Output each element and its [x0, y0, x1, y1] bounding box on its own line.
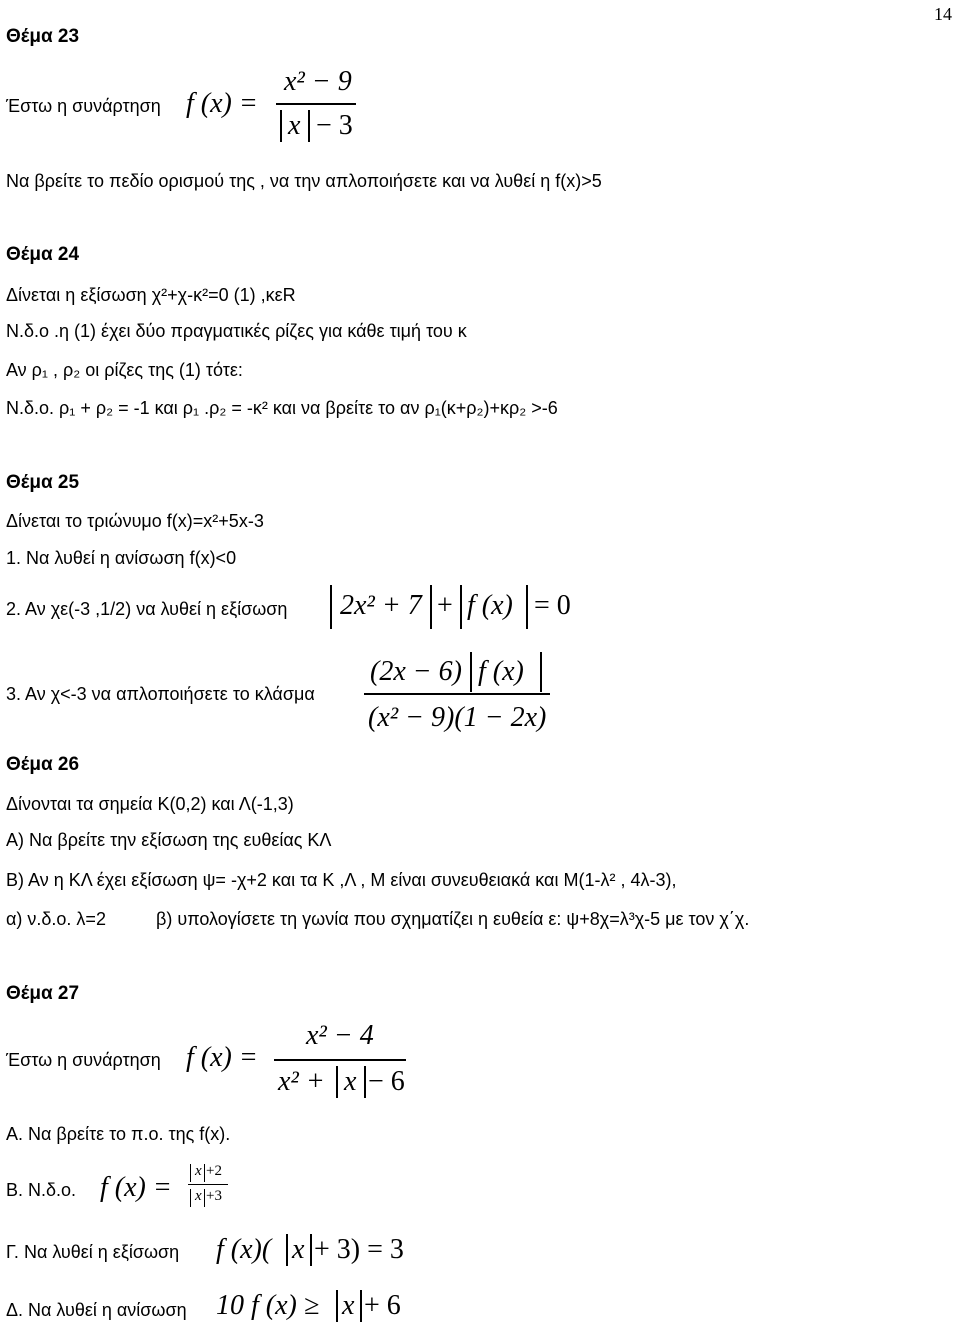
topic-27-d-abs-left: [336, 1290, 338, 1322]
topic-26-title: Θέμα 26: [6, 754, 80, 775]
topic-24-line-3: Αν ρ₁ , ρ₂ οι ρίζες της (1) τότε:: [6, 360, 243, 380]
topic-24-line-2: Ν.δ.ο .η (1) έχει δύο πραγματικές ρίζες για κάθε τιμή του κ: [6, 321, 467, 341]
topic-25-fraction-bar: [364, 693, 550, 695]
topic-26-line-1: Δίνονται τα σημεία Κ(0,2) και Λ(-1,3): [6, 794, 294, 814]
topic-23-title: Θέμα 23: [6, 26, 80, 47]
topic-25-line-2: 1. Να λυθεί η ανίσωση f(x)<0: [6, 548, 237, 568]
topic-23-den-x: x: [288, 110, 301, 141]
topic-27-d-eq-b: + 6: [364, 1290, 401, 1321]
topic-27-b-den-abs-left: [190, 1189, 191, 1207]
topic-25-line-3: 2. Αν χε(-3 ,1/2) να λυθεί η εξίσωση: [6, 599, 288, 619]
topic-27-den-x: x: [344, 1066, 357, 1097]
topic-26-line-3: Β) Αν η ΚΛ έχει εξίσωση ψ= -χ+2 και τα Κ ,Λ , Μ είναι συνευθειακά και Μ(1-λ² , 4λ-3),: [6, 870, 677, 890]
topic-25-eq-plus: +: [437, 590, 453, 621]
topic-23-intro: Έστω η συνάρτηση: [6, 96, 161, 116]
topic-27-intro: Έστω η συνάρτηση: [6, 1050, 161, 1070]
topic-26-line-4a: α) ν.δ.ο. λ=2: [6, 909, 106, 929]
topic-25-abs-1-right: [430, 585, 432, 629]
topic-27-line-d: Δ. Να λυθεί η ανίσωση: [6, 1300, 187, 1320]
topic-26-line-4b: β) υπολογίσετε τη γωνία που σχηματίζει η ευθεία ε: ψ+8χ=λ³χ-5 με τον χ΄χ.: [156, 909, 750, 929]
topic-27-title: Θέμα 27: [6, 983, 80, 1004]
topic-27-c-abs-right: [310, 1234, 312, 1266]
topic-23-den-rest: − 3: [316, 110, 353, 141]
topic-27-den-abs-left: [336, 1066, 338, 1098]
topic-27-den-a: x² +: [278, 1066, 325, 1097]
topic-25-frac-den: (x² − 9)(1 − 2x): [368, 702, 547, 733]
topic-25-abs-2-right: [526, 585, 528, 629]
page-number: 14: [934, 4, 952, 24]
topic-27-b-den-abs-right: [204, 1189, 205, 1207]
topic-23-fraction-bar: [276, 103, 356, 105]
topic-27-c-abs-left: [286, 1234, 288, 1266]
topic-27-b-den-x: x: [195, 1188, 202, 1204]
topic-25-eq-term-1: 2x² + 7: [340, 590, 422, 621]
topic-25-frac-num-1: (2x − 6): [370, 656, 462, 687]
topic-25-frac-abs-right: [540, 652, 542, 692]
topic-27-line-a: Α. Να βρείτε το π.ο. της f(x).: [6, 1124, 231, 1144]
topic-24-title: Θέμα 24: [6, 244, 80, 265]
topic-27-c-eq-a: f (x)(: [216, 1234, 272, 1265]
topic-27-den-abs-right: [364, 1066, 366, 1098]
topic-23-fx: f (x) =: [186, 88, 258, 119]
topic-23-abs-right: [308, 110, 310, 142]
topic-24-line-4: Ν.δ.ο. ρ₁ + ρ₂ = -1 και ρ₁ .ρ₂ = -κ² και να βρείτε το αν ρ₁(κ+ρ₂)+κρ₂ >-6: [6, 398, 558, 418]
topic-27-b-num-abs-right: [204, 1164, 205, 1182]
topic-25-abs-2-left: [460, 585, 462, 629]
topic-23-abs-left: [280, 110, 282, 142]
topic-25-line-1: Δίνεται το τριώνυμο f(x)=x²+5x-3: [6, 511, 264, 531]
topic-27-b-den-rest: +3: [206, 1188, 222, 1204]
topic-25-frac-abs-left: [470, 652, 472, 692]
topic-27-line-b: Β. Ν.δ.ο.: [6, 1180, 77, 1200]
topic-25-abs-1-left: [330, 585, 332, 629]
topic-27-fraction-bar: [274, 1059, 406, 1061]
topic-25-eq-zero: = 0: [534, 590, 571, 621]
topic-24-line-1: Δίνεται η εξίσωση χ²+χ-κ²=0 (1) ,κεR: [6, 285, 296, 305]
topic-23-numerator: x² − 9: [284, 66, 352, 97]
topic-27-c-eq-x: x: [292, 1234, 305, 1265]
topic-27-den-b: − 6: [368, 1066, 405, 1097]
topic-27-b-fraction-bar: [188, 1184, 228, 1185]
topic-25-line-4: 3. Αν χ<-3 να απλοποιήσετε το κλάσμα: [6, 684, 315, 704]
topic-25-frac-num-fx: f (x): [478, 656, 524, 687]
topic-27-d-eq-a: 10 f (x) ≥: [216, 1290, 320, 1321]
topic-25-title: Θέμα 25: [6, 472, 80, 493]
topic-27-line-c: Γ. Να λυθεί η εξίσωση: [6, 1242, 180, 1262]
topic-27-b-num-rest: +2: [206, 1163, 222, 1179]
topic-23-task: Να βρείτε το πεδίο ορισμού της , να την απλοποιήσετε και να λυθεί η f(x)>5: [6, 171, 602, 191]
topic-27-numerator: x² − 4: [306, 1020, 374, 1051]
topic-26-line-2: Α) Να βρείτε την εξίσωση της ευθείας ΚΛ: [6, 830, 332, 850]
topic-27-b-fx: f (x) =: [100, 1172, 172, 1203]
topic-27-b-num-abs-left: [190, 1164, 191, 1182]
topic-27-fx: f (x) =: [186, 1042, 258, 1073]
topic-27-b-num-x: x: [195, 1163, 202, 1179]
topic-25-eq-fx: f (x): [467, 590, 513, 621]
topic-27-c-eq-b: + 3) = 3: [314, 1234, 404, 1265]
topic-27-d-eq-x: x: [342, 1290, 355, 1321]
topic-27-d-abs-right: [360, 1290, 362, 1322]
